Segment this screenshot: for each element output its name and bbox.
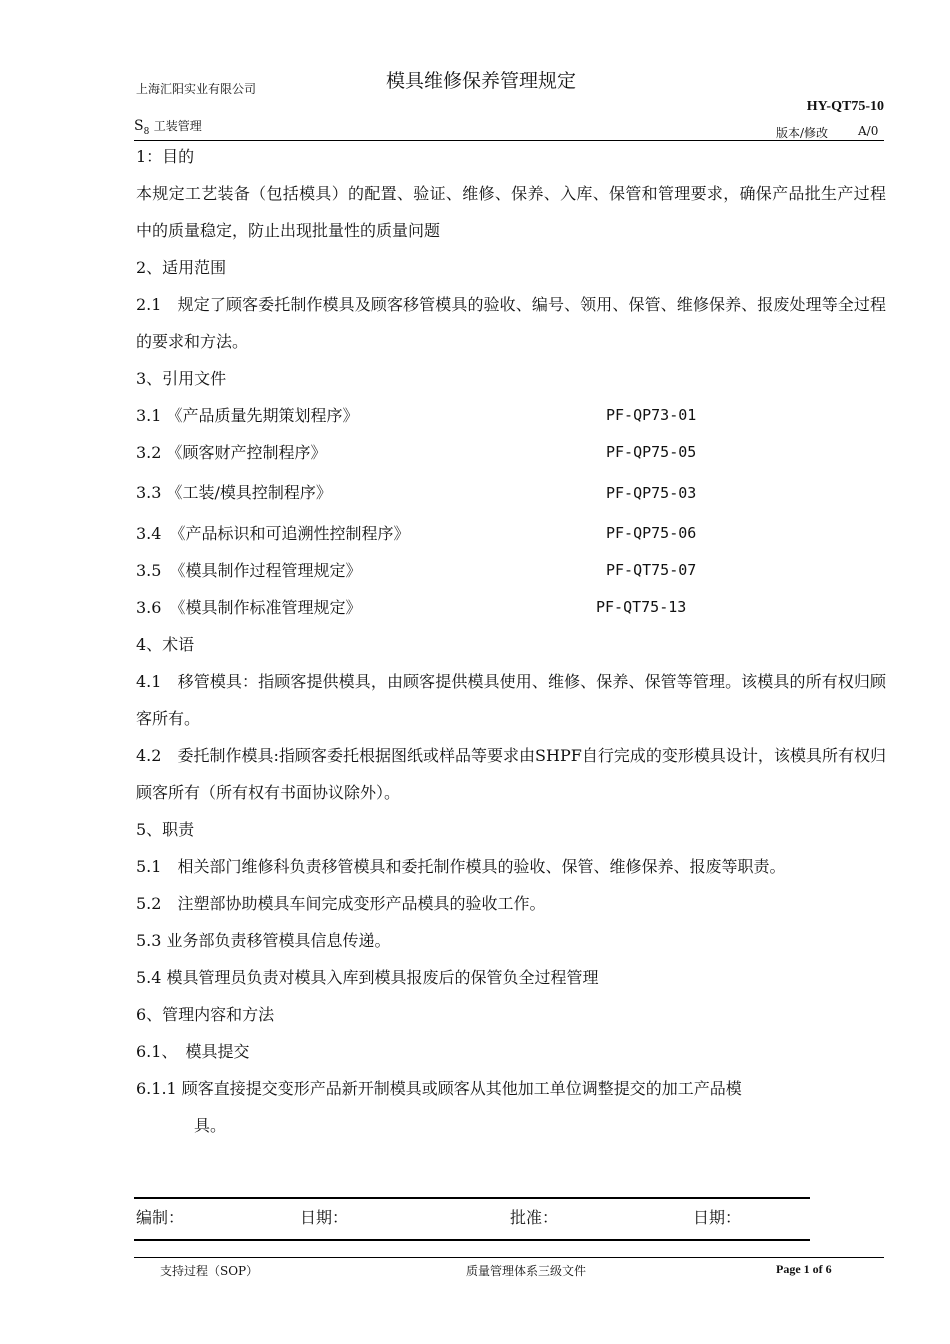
heading-management: 6、管理内容和方法 [136,1005,275,1024]
approved-by-label: 批准： [510,1208,559,1227]
footer-divider [134,1257,884,1258]
signoff-bottom-rule [134,1239,810,1241]
footer-document-level: 质量管理体系三级文件 [466,1264,587,1278]
date-label-1: 日期： [300,1208,349,1227]
responsibility-5-1: 5.1 相关部门维修科负责移管模具和委托制作模具的验收、保管、维修保养、报废等职责。 [136,857,786,876]
reference-item: 3.4 《产品标识和可追溯性控制程序》 PF-QP75-06 [136,524,697,543]
clause-6-1-1: 6.1.1 顾客直接提交变形产品新开制模具或顾客从其他加工单位调整提交的加工产品模 [136,1079,742,1098]
footer-page-number: Page 1 of 6 [776,1262,832,1276]
scope-paragraph: 2.1 规定了顾客委托制作模具及顾客移管模具的验收、编号、领用、保管、维修保养、报废处理等全过程的要求和方法。 [136,295,886,351]
heading-mold-submission: 6.1、 模具提交 [136,1042,250,1061]
heading-terms: 4、术语 [136,635,195,654]
reference-item: 3.3 《工装/模具控制程序》 PF-QP75-03 [136,483,697,502]
heading-responsibilities: 5、职责 [136,820,195,839]
version-label: 版本/修改 [776,126,829,140]
purpose-paragraph: 本规定工艺装备（包括模具）的配置、验证、维修、保养、入库、保管和管理要求，确保产品批生产过程中的质量稳定，防止出现批量性的质量问题 [136,184,886,240]
responsibility-5-4: 5.4 模具管理员负责对模具入库到模具报废后的保管负全过程管理 [136,968,599,987]
reference-item: 3.6 《模具制作标准管理规定》 PF-QT75-13 [136,598,687,617]
section-name: 工装管理 [153,119,202,133]
date-label-2: 日期： [693,1208,742,1227]
signoff-top-rule [134,1197,810,1199]
footer-process: 支持过程（SOP） [160,1264,259,1278]
section-number: 8 [143,126,150,137]
heading-purpose: 1：目的 [136,147,195,166]
term-transfer-mold: 4.1 移管模具：指顾客提供模具，由顾客提供模具使用、维修、保养、保管等管理。该模具的所有权归顾客所有。 [136,672,886,728]
responsibility-5-3: 5.3 业务部负责移管模具信息传递。 [136,931,391,950]
term-commissioned-mold: 4.2 委托制作模具:指顾客委托根据图纸或样品等要求由SHPF自行完成的变形模具设计，该模具所有权归顾客所有（所有权有书面协议除外）。 [136,746,886,802]
reference-item: 3.1 《产品质量先期策划程序》 PF-QP73-01 [136,406,697,425]
heading-references: 3、引用文件 [136,369,227,388]
heading-scope: 2、适用范围 [136,258,227,277]
version-value: A/0 [858,124,879,138]
document-code: HY-QT75-10 [806,99,884,114]
prepared-by-label: 编制： [136,1208,185,1227]
reference-item: 3.5 《模具制作过程管理规定》 PF-QT75-07 [136,561,697,580]
section-code [134,117,202,137]
section-letter: S [134,118,144,134]
reference-item: 3.2 《顾客财产控制程序》 PF-QP75-05 [136,443,697,462]
document-body [136,138,886,1144]
responsibility-5-2: 5.2 注塑部协助模具车间完成变形产品模具的验收工作。 [136,894,546,913]
document-title: 模具维修保养管理规定 [386,70,577,92]
company-name: 上海汇阳实业有限公司 [136,82,257,96]
clause-6-1-1-continued: 具。 [194,1116,227,1135]
